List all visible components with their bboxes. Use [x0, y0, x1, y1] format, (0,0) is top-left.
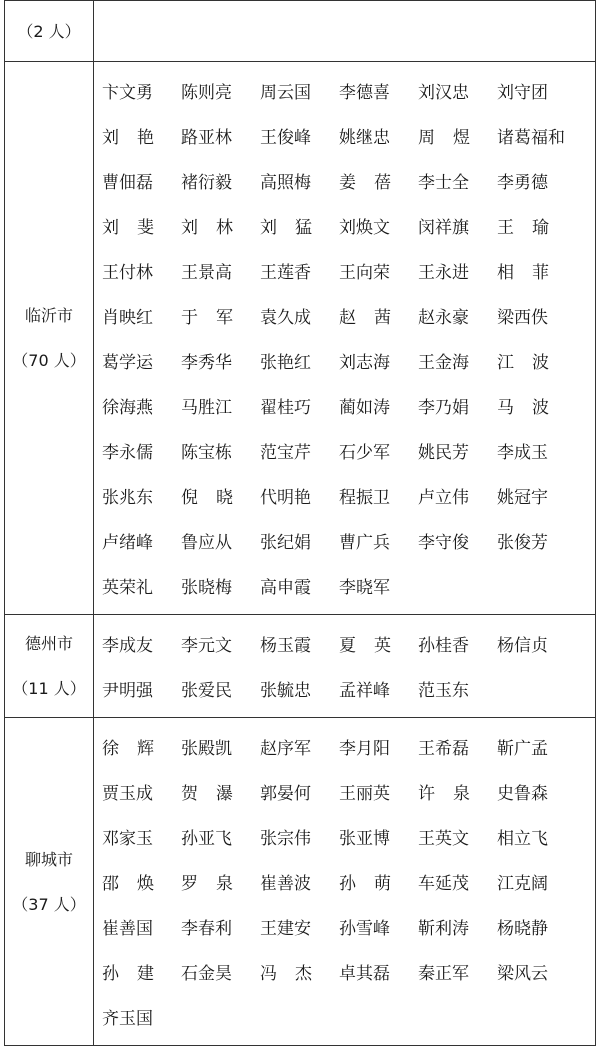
person-name: 王英文: [418, 829, 469, 849]
person-name: 卢绪峰: [102, 533, 153, 553]
person-name: 张宗伟: [260, 829, 311, 849]
person-name: 梁风云: [497, 964, 548, 984]
name-row: [102, 724, 595, 769]
person-name: 陈则亮: [181, 83, 232, 103]
city-count: （11 人）: [12, 679, 86, 698]
person-name: 李元文: [181, 636, 232, 656]
name-row: [102, 563, 595, 608]
person-name: 王俊峰: [260, 128, 311, 148]
person-name: 范玉东: [418, 681, 469, 701]
person-name: 张爱民: [181, 681, 232, 701]
city-name: 聊城市: [24, 849, 73, 869]
person-name: 王 瑜: [497, 218, 549, 238]
person-name: 张殿凯: [181, 739, 232, 759]
person-name: 孙桂香: [418, 636, 469, 656]
person-name: 李成友: [102, 636, 153, 656]
person-name: 史鲁森: [497, 784, 548, 804]
names-cell: [94, 62, 595, 614]
name-row: [102, 203, 595, 248]
person-name: 马 波: [497, 398, 549, 418]
person-name: 相立飞: [497, 829, 548, 849]
person-name: 卞文勇: [102, 83, 153, 103]
person-name: 周云国: [260, 83, 311, 103]
person-name: 高照梅: [260, 173, 311, 193]
names-cell: [94, 615, 595, 717]
person-name: 张晓梅: [181, 578, 232, 598]
person-name: 姚冠宇: [497, 488, 548, 508]
person-name: 高申霞: [260, 578, 311, 598]
person-name: 李士全: [418, 173, 469, 193]
city-name: 德州市: [24, 634, 73, 653]
person-name: 王金海: [418, 353, 469, 373]
person-name: 蔺如涛: [339, 398, 390, 418]
name-row: [102, 859, 595, 904]
person-name: 李德喜: [339, 83, 390, 103]
person-name: 李守俊: [418, 533, 469, 553]
person-name: 夏 英: [339, 636, 391, 656]
person-name: 赵序军: [260, 739, 311, 759]
person-name: 于 军: [181, 308, 233, 328]
person-name: 刘焕文: [339, 218, 390, 238]
person-name: 程振卫: [339, 488, 390, 508]
person-name: 崔善波: [260, 874, 311, 894]
city-cell: [5, 62, 94, 614]
person-name: 代明艳: [260, 488, 311, 508]
name-row: [102, 904, 595, 949]
person-name: 马胜江: [181, 398, 232, 418]
table-row: [4, 62, 596, 615]
name-row: [102, 248, 595, 293]
person-name: 刘 艳: [102, 128, 154, 148]
person-name: 李秀华: [181, 353, 232, 373]
person-name: 孙 建: [102, 964, 154, 984]
name-row: [102, 518, 595, 563]
person-name: 张亚博: [339, 829, 390, 849]
person-name: 邓家玉: [102, 829, 153, 849]
person-name: 齐玉国: [102, 1009, 153, 1029]
person-name: 葛学运: [102, 353, 153, 373]
name-row: [102, 383, 595, 428]
person-name: 袁久成: [260, 308, 311, 328]
person-name: 王向荣: [339, 263, 390, 283]
table-row: [4, 718, 596, 1046]
person-name: 曹广兵: [339, 533, 390, 553]
person-name: 赵永豪: [418, 308, 469, 328]
city-cell: [5, 615, 94, 717]
person-name: 陈宝栋: [181, 443, 232, 463]
person-name: 卢立伟: [418, 488, 469, 508]
name-row: [102, 769, 595, 814]
person-name: 刘 林: [181, 218, 233, 238]
names-cell: [94, 1, 595, 61]
person-name: 姚继忠: [339, 128, 390, 148]
name-row: [102, 994, 595, 1039]
person-name: 李成玉: [497, 443, 548, 463]
person-name: 相 菲: [497, 263, 549, 283]
person-name: 王希磊: [418, 739, 469, 759]
names-cell: [94, 718, 595, 1045]
person-name: 郭晏何: [260, 784, 311, 804]
person-name: 张纪娟: [260, 533, 311, 553]
person-name: 张艳红: [260, 353, 311, 373]
name-list-table: [4, 0, 596, 1046]
person-name: 诸葛福和: [497, 128, 565, 148]
name-row: [102, 428, 595, 473]
person-name: 闵祥旗: [418, 218, 469, 238]
person-name: 孙雪峰: [339, 919, 390, 939]
city-count: （2 人）: [17, 21, 81, 41]
person-name: 罗 泉: [181, 874, 233, 894]
person-name: 王建安: [260, 919, 311, 939]
name-row: [102, 666, 595, 711]
person-name: 梁西佚: [497, 308, 548, 328]
person-name: 崔善国: [102, 919, 153, 939]
person-name: 褚衍毅: [181, 173, 232, 193]
person-name: 李勇德: [497, 173, 548, 193]
name-row: [102, 293, 595, 338]
table-row: [4, 615, 596, 718]
person-name: 路亚林: [181, 128, 232, 148]
name-row: [102, 158, 595, 203]
person-name: 王丽英: [339, 784, 390, 804]
person-name: 杨玉霞: [260, 636, 311, 656]
person-name: 张兆东: [102, 488, 153, 508]
person-name: 曹佃磊: [102, 173, 153, 193]
city-cell: [5, 718, 94, 1045]
person-name: 翟桂巧: [260, 398, 311, 418]
person-name: 张俊芳: [497, 533, 548, 553]
person-name: 邵 焕: [102, 874, 154, 894]
person-name: 徐海燕: [102, 398, 153, 418]
name-row: [102, 814, 595, 859]
person-name: 李永儒: [102, 443, 153, 463]
person-name: 贾玉成: [102, 784, 153, 804]
city-name: 临沂市: [24, 306, 73, 325]
person-name: 鲁应从: [181, 533, 232, 553]
person-name: 徐 辉: [102, 739, 154, 759]
table-row: [4, 0, 596, 62]
person-name: 刘志海: [339, 353, 390, 373]
person-name: 英荣礼: [102, 578, 153, 598]
person-name: 刘 猛: [260, 218, 312, 238]
person-name: 刘 斐: [102, 218, 154, 238]
name-row: [102, 338, 595, 383]
person-name: 卓其磊: [339, 964, 390, 984]
person-name: 王永进: [418, 263, 469, 283]
city-count: （70 人）: [12, 351, 86, 370]
person-name: 靳利涛: [418, 919, 469, 939]
name-row: [102, 621, 595, 666]
person-name: 孙 萌: [339, 874, 391, 894]
person-name: 赵 茜: [339, 308, 391, 328]
name-row: [102, 113, 595, 158]
person-name: 石金昊: [181, 964, 232, 984]
person-name: 石少军: [339, 443, 390, 463]
person-name: 姜 蓓: [339, 173, 391, 193]
person-name: 李春利: [181, 919, 232, 939]
person-name: 尹明强: [102, 681, 153, 701]
name-row: [102, 473, 595, 518]
person-name: 杨信贞: [497, 636, 548, 656]
person-name: 贺 瀑: [181, 784, 233, 804]
city-count: （37 人）: [12, 894, 86, 914]
person-name: 杨晓静: [497, 919, 548, 939]
person-name: 张毓忠: [260, 681, 311, 701]
city-cell: [5, 1, 94, 61]
person-name: 江 波: [497, 353, 549, 373]
person-name: 倪 晓: [181, 488, 233, 508]
person-name: 王景高: [181, 263, 232, 283]
name-row: [102, 68, 595, 113]
person-name: 刘守团: [497, 83, 548, 103]
person-name: 刘汉忠: [418, 83, 469, 103]
person-name: 姚民芳: [418, 443, 469, 463]
person-name: 李月阳: [339, 739, 390, 759]
person-name: 范宝芹: [260, 443, 311, 463]
person-name: 李晓军: [339, 578, 390, 598]
person-name: 李乃娟: [418, 398, 469, 418]
person-name: 许 泉: [418, 784, 470, 804]
name-row: [102, 949, 595, 994]
person-name: 冯 杰: [260, 964, 312, 984]
person-name: 孟祥峰: [339, 681, 390, 701]
person-name: 靳广孟: [497, 739, 548, 759]
person-name: 车延茂: [418, 874, 469, 894]
person-name: 江克阔: [497, 874, 548, 894]
person-name: 王付林: [102, 263, 153, 283]
person-name: 周 煜: [418, 128, 470, 148]
person-name: 肖映红: [102, 308, 153, 328]
person-name: 秦正军: [418, 964, 469, 984]
person-name: 王莲香: [260, 263, 311, 283]
person-name: 孙亚飞: [181, 829, 232, 849]
